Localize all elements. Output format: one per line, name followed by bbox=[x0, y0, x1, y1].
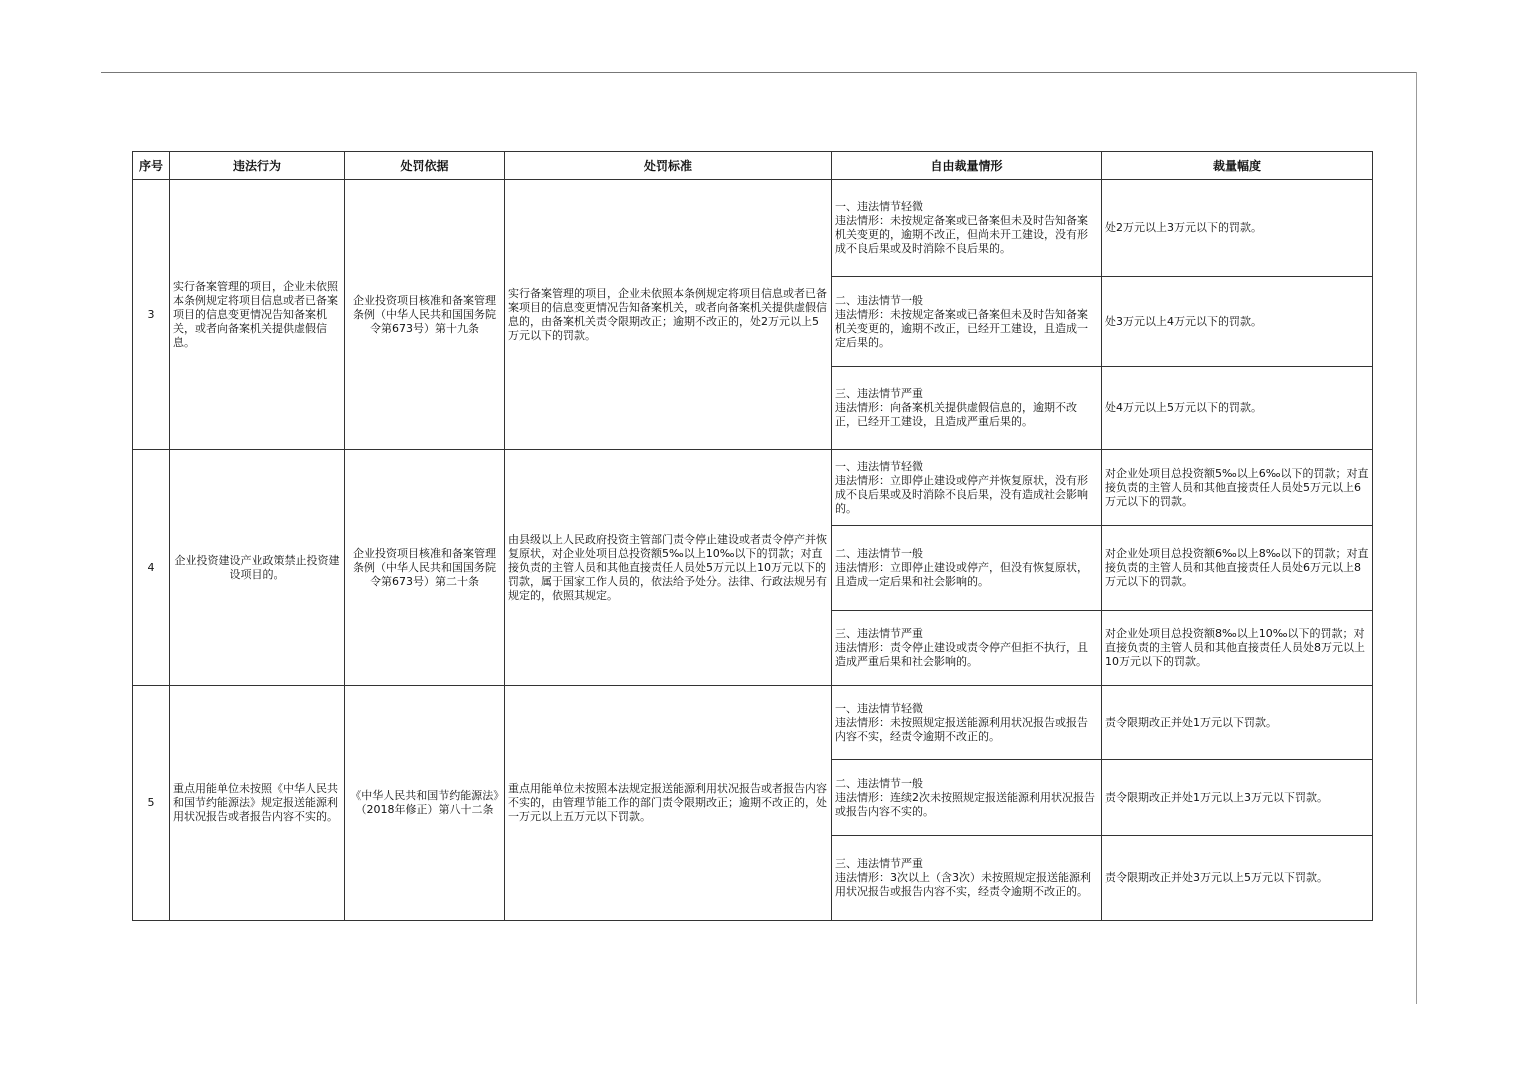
penalty-basis-cell: 企业投资项目核准和备案管理条例（中华人民共和国国务院令第673号）第十九条 bbox=[345, 180, 505, 450]
penalty-discretion-table bbox=[132, 151, 1373, 921]
table-header-row bbox=[133, 152, 1373, 180]
situation-cell bbox=[832, 611, 1102, 686]
header-serial-no: 序号 bbox=[133, 152, 170, 180]
discretion-range-cell: 责令限期改正并处1万元以下罚款。 bbox=[1102, 686, 1373, 760]
discretion-range-cell: 对企业处项目总投资额8‰以上10‰以下的罚款；对直接负责的主管人员和其他直接责任人员处8万元以上10万元以下的罚款。 bbox=[1102, 611, 1373, 686]
situation-title: 三、违法情节严重 bbox=[835, 387, 923, 400]
situation-cell bbox=[832, 450, 1102, 526]
situation-cell bbox=[832, 686, 1102, 760]
situation-cell bbox=[832, 367, 1102, 450]
header-penalty-standard: 处罚标准 bbox=[505, 152, 832, 180]
header-penalty-basis: 处罚依据 bbox=[345, 152, 505, 180]
situation-desc: 违法情形：向备案机关提供虚假信息的，逾期不改正，已经开工建设，且造成严重后果的。 bbox=[835, 401, 1077, 428]
serial-no-cell: 3 bbox=[133, 180, 170, 450]
serial-no-cell: 5 bbox=[133, 686, 170, 921]
table-row bbox=[133, 450, 1373, 526]
situation-cell bbox=[832, 180, 1102, 277]
situation-title: 二、违法情节一般 bbox=[835, 547, 923, 560]
table-row bbox=[133, 180, 1373, 277]
penalty-standard-cell: 重点用能单位未按照本法规定报送能源利用状况报告或者报告内容不实的，由管理节能工作的部门责令限期改正；逾期不改正的，处一万元以上五万元以下罚款。 bbox=[505, 686, 832, 921]
situation-title: 一、违法情节轻微 bbox=[835, 200, 923, 213]
violation-cell: 重点用能单位未按照《中华人民共和国节约能源法》规定报送能源利用状况报告或者报告内容不实的。 bbox=[170, 686, 345, 921]
penalty-basis-cell: 《中华人民共和国节约能源法》（2018年修正）第八十二条 bbox=[345, 686, 505, 921]
situation-cell bbox=[832, 277, 1102, 367]
situation-desc: 违法情形：立即停止建设或停产，但没有恢复原状，且造成一定后果和社会影响的。 bbox=[835, 561, 1088, 588]
situation-desc: 违法情形：未按规定备案或已备案但未及时告知备案机关变更的，逾期不改正，但尚未开工建设，没有形成不良后果或及时消除不良后果的。 bbox=[835, 214, 1088, 255]
discretion-range-cell: 对企业处项目总投资额6‰以上8‰以下的罚款；对直接负责的主管人员和其他直接责任人员处6万元以上8万元以下的罚款。 bbox=[1102, 526, 1373, 611]
situation-cell bbox=[832, 836, 1102, 921]
serial-no-cell: 4 bbox=[133, 450, 170, 686]
situation-desc: 违法情形：立即停止建设或停产并恢复原状，没有形成不良后果或及时消除不良后果，没有造成社会影响的。 bbox=[835, 473, 1088, 515]
situation-title: 二、违法情节一般 bbox=[835, 776, 923, 790]
violation-cell: 企业投资建设产业政策禁止投资建设项目的。 bbox=[170, 450, 345, 686]
discretion-range-cell: 对企业处项目总投资额5‰以上6‰以下的罚款；对直接负责的主管人员和其他直接责任人员处5万元以上6万元以下的罚款。 bbox=[1102, 450, 1373, 526]
discretion-range-cell: 处4万元以上5万元以下的罚款。 bbox=[1102, 367, 1373, 450]
situation-desc: 违法情形：3次以上（含3次）未按照规定报送能源利用状况报告或报告内容不实，经责令逾期不改正的。 bbox=[835, 871, 1091, 898]
situation-desc: 违法情形：未按规定备案或已备案但未及时告知备案机关变更的，逾期不改正，已经开工建设，且造成一定后果的。 bbox=[835, 307, 1088, 349]
penalty-standard-cell: 由县级以上人民政府投资主管部门责令停止建设或者责令停产并恢复原状，对企业处项目总投资额5‰以上10‰以下的罚款；对直接负责的主管人员和其他直接责任人员处5万元以上10万元以下的罚款，属于国家工作人员的，依法给予处分。法律、行政法规另有规定的，依照其规定。 bbox=[505, 450, 832, 686]
violation-cell: 实行备案管理的项目，企业未依照本条例规定将项目信息或者已备案项目的信息变更情况告知备案机关，或者向备案机关提供虚假信息。 bbox=[170, 180, 345, 450]
situation-cell bbox=[832, 526, 1102, 611]
situation-title: 三、违法情节严重 bbox=[835, 857, 923, 870]
header-discretion-range: 裁量幅度 bbox=[1102, 152, 1373, 180]
page-right-rule bbox=[1416, 72, 1417, 1004]
situation-title: 三、违法情节严重 bbox=[835, 627, 923, 640]
table-row bbox=[133, 686, 1373, 760]
situation-title: 二、违法情节一般 bbox=[835, 293, 923, 307]
situation-cell bbox=[832, 760, 1102, 836]
situation-desc: 违法情形：未按照规定报送能源利用状况报告或报告内容不实，经责令逾期不改正的。 bbox=[835, 715, 1088, 743]
header-violation: 违法行为 bbox=[170, 152, 345, 180]
discretion-range-cell: 处2万元以上3万元以下的罚款。 bbox=[1102, 180, 1373, 277]
header-discretion-situation: 自由裁量情形 bbox=[832, 152, 1102, 180]
situation-desc: 违法情形：责令停止建设或责令停产但拒不执行，且造成严重后果和社会影响的。 bbox=[835, 641, 1088, 668]
situation-title: 一、违法情节轻微 bbox=[835, 459, 923, 473]
discretion-range-cell: 责令限期改正并处3万元以上5万元以下罚款。 bbox=[1102, 836, 1373, 921]
penalty-basis-cell: 企业投资项目核准和备案管理条例（中华人民共和国国务院令第673号）第二十条 bbox=[345, 450, 505, 686]
situation-desc: 违法情形：连续2次未按照规定报送能源利用状况报告或报告内容不实的。 bbox=[835, 790, 1095, 818]
page-top-rule bbox=[101, 72, 1417, 73]
penalty-standard-cell: 实行备案管理的项目，企业未依照本条例规定将项目信息或者已备案项目的信息变更情况告知备案机关，或者向备案机关提供虚假信息的，由备案机关责令限期改正；逾期不改正的，处2万元以上5万元以下的罚款。 bbox=[505, 180, 832, 450]
discretion-range-cell: 处3万元以上4万元以下的罚款。 bbox=[1102, 277, 1373, 367]
discretion-range-cell: 责令限期改正并处1万元以上3万元以下罚款。 bbox=[1102, 760, 1373, 836]
situation-title: 一、违法情节轻微 bbox=[835, 701, 923, 715]
